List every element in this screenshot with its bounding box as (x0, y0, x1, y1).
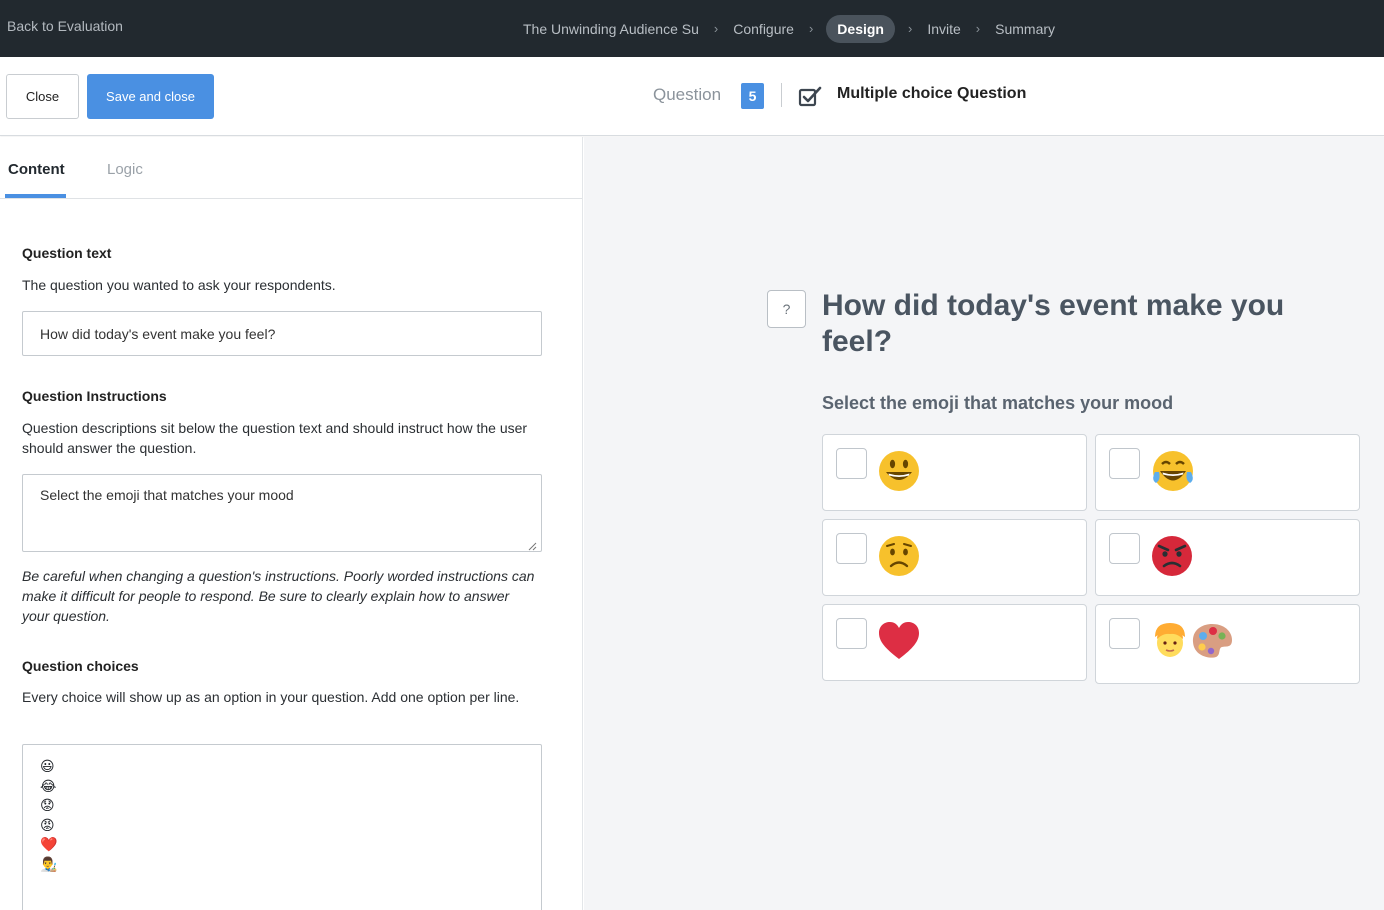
option-card[interactable] (822, 519, 1087, 596)
resize-handle-icon[interactable] (528, 538, 537, 547)
option-card[interactable] (1095, 434, 1360, 511)
question-text-input[interactable] (22, 311, 542, 356)
option-checkbox[interactable] (1109, 618, 1140, 649)
option-checkbox[interactable] (836, 533, 867, 564)
option-checkbox[interactable] (836, 618, 867, 649)
tears-of-joy-face-icon (1151, 449, 1195, 493)
editor-toolbar (0, 57, 1384, 136)
checkbox-edit-icon (798, 85, 822, 107)
preview-question-title: How did today's event make you feel? (822, 289, 1285, 358)
choice-line: 😡 (40, 816, 55, 833)
chevron-right-icon: › (975, 21, 981, 36)
grinning-face-icon (878, 449, 920, 493)
option-card[interactable] (1095, 519, 1360, 596)
top-nav-bar (0, 0, 1384, 57)
choice-line: 😂 (40, 777, 57, 794)
back-to-evaluation-link[interactable]: Back to Evaluation (7, 18, 123, 34)
question-choices-description: Every choice will show up as an option in your question. Add one option per line. (22, 689, 520, 705)
chevron-right-icon: › (808, 21, 814, 36)
save-and-close-button[interactable]: Save and close (87, 74, 214, 119)
worried-face-icon (878, 534, 920, 578)
choice-line: 😟 (40, 797, 55, 813)
question-instructions-heading: Question Instructions (22, 388, 167, 404)
option-checkbox[interactable] (836, 448, 867, 479)
crumb-invite[interactable]: Invite (927, 20, 961, 37)
crumb-configure[interactable]: Configure (733, 20, 794, 37)
question-choices-textarea[interactable] (22, 744, 542, 910)
question-label: Question (653, 85, 722, 104)
help-button[interactable]: ? (767, 290, 806, 328)
option-card[interactable] (1095, 604, 1360, 684)
tab-logic[interactable]: Logic (107, 161, 143, 178)
option-card[interactable] (822, 604, 1087, 681)
question-choices-heading: Question choices (22, 658, 139, 674)
option-checkbox[interactable] (1109, 448, 1140, 479)
question-text-heading: Question text (22, 245, 112, 261)
red-heart-icon (878, 619, 920, 663)
crumb-design[interactable]: Design (826, 15, 895, 43)
editor-tabs (0, 137, 583, 199)
option-checkbox[interactable] (1109, 533, 1140, 564)
question-type-title: Multiple choice Question (837, 85, 1027, 102)
choice-line: ❤️ (40, 836, 58, 852)
chevron-right-icon: › (713, 21, 719, 36)
divider (781, 83, 782, 107)
close-button[interactable]: Close (6, 74, 79, 119)
question-number-badge: 5 (741, 83, 764, 109)
choice-line: 😃 (40, 758, 55, 774)
option-card[interactable] (822, 434, 1087, 511)
angry-face-icon (1151, 534, 1193, 578)
instructions-warning: Be careful when changing a question's instructions. Poorly worded instructions can make it difficult for people to respond. Be sure to clearly explain how to answer your question. (22, 568, 535, 624)
instructions-value: Select the emoji that matches your mood (40, 487, 294, 503)
crumb-summary[interactable]: Summary (995, 20, 1056, 37)
preview-instructions: Select the emoji that matches your mood (822, 393, 1174, 413)
content-editor-panel (0, 137, 583, 910)
question-instructions-description: Question descriptions sit below the question text and should instruct how the user should answer the question. (22, 420, 528, 456)
crumb-survey-name[interactable]: The Unwinding Audience Su (523, 20, 699, 37)
tab-content[interactable]: Content (8, 161, 65, 178)
active-tab-indicator (5, 194, 66, 198)
artist-icon (1151, 619, 1233, 663)
chevron-right-icon: › (907, 21, 913, 36)
choice-line: 👨‍🎨 (40, 855, 58, 872)
question-preview-panel (584, 137, 1384, 910)
question-text-description: The question you wanted to ask your respondents. (22, 277, 336, 293)
question-instructions-textarea[interactable] (22, 474, 542, 552)
breadcrumb (521, 0, 1057, 57)
